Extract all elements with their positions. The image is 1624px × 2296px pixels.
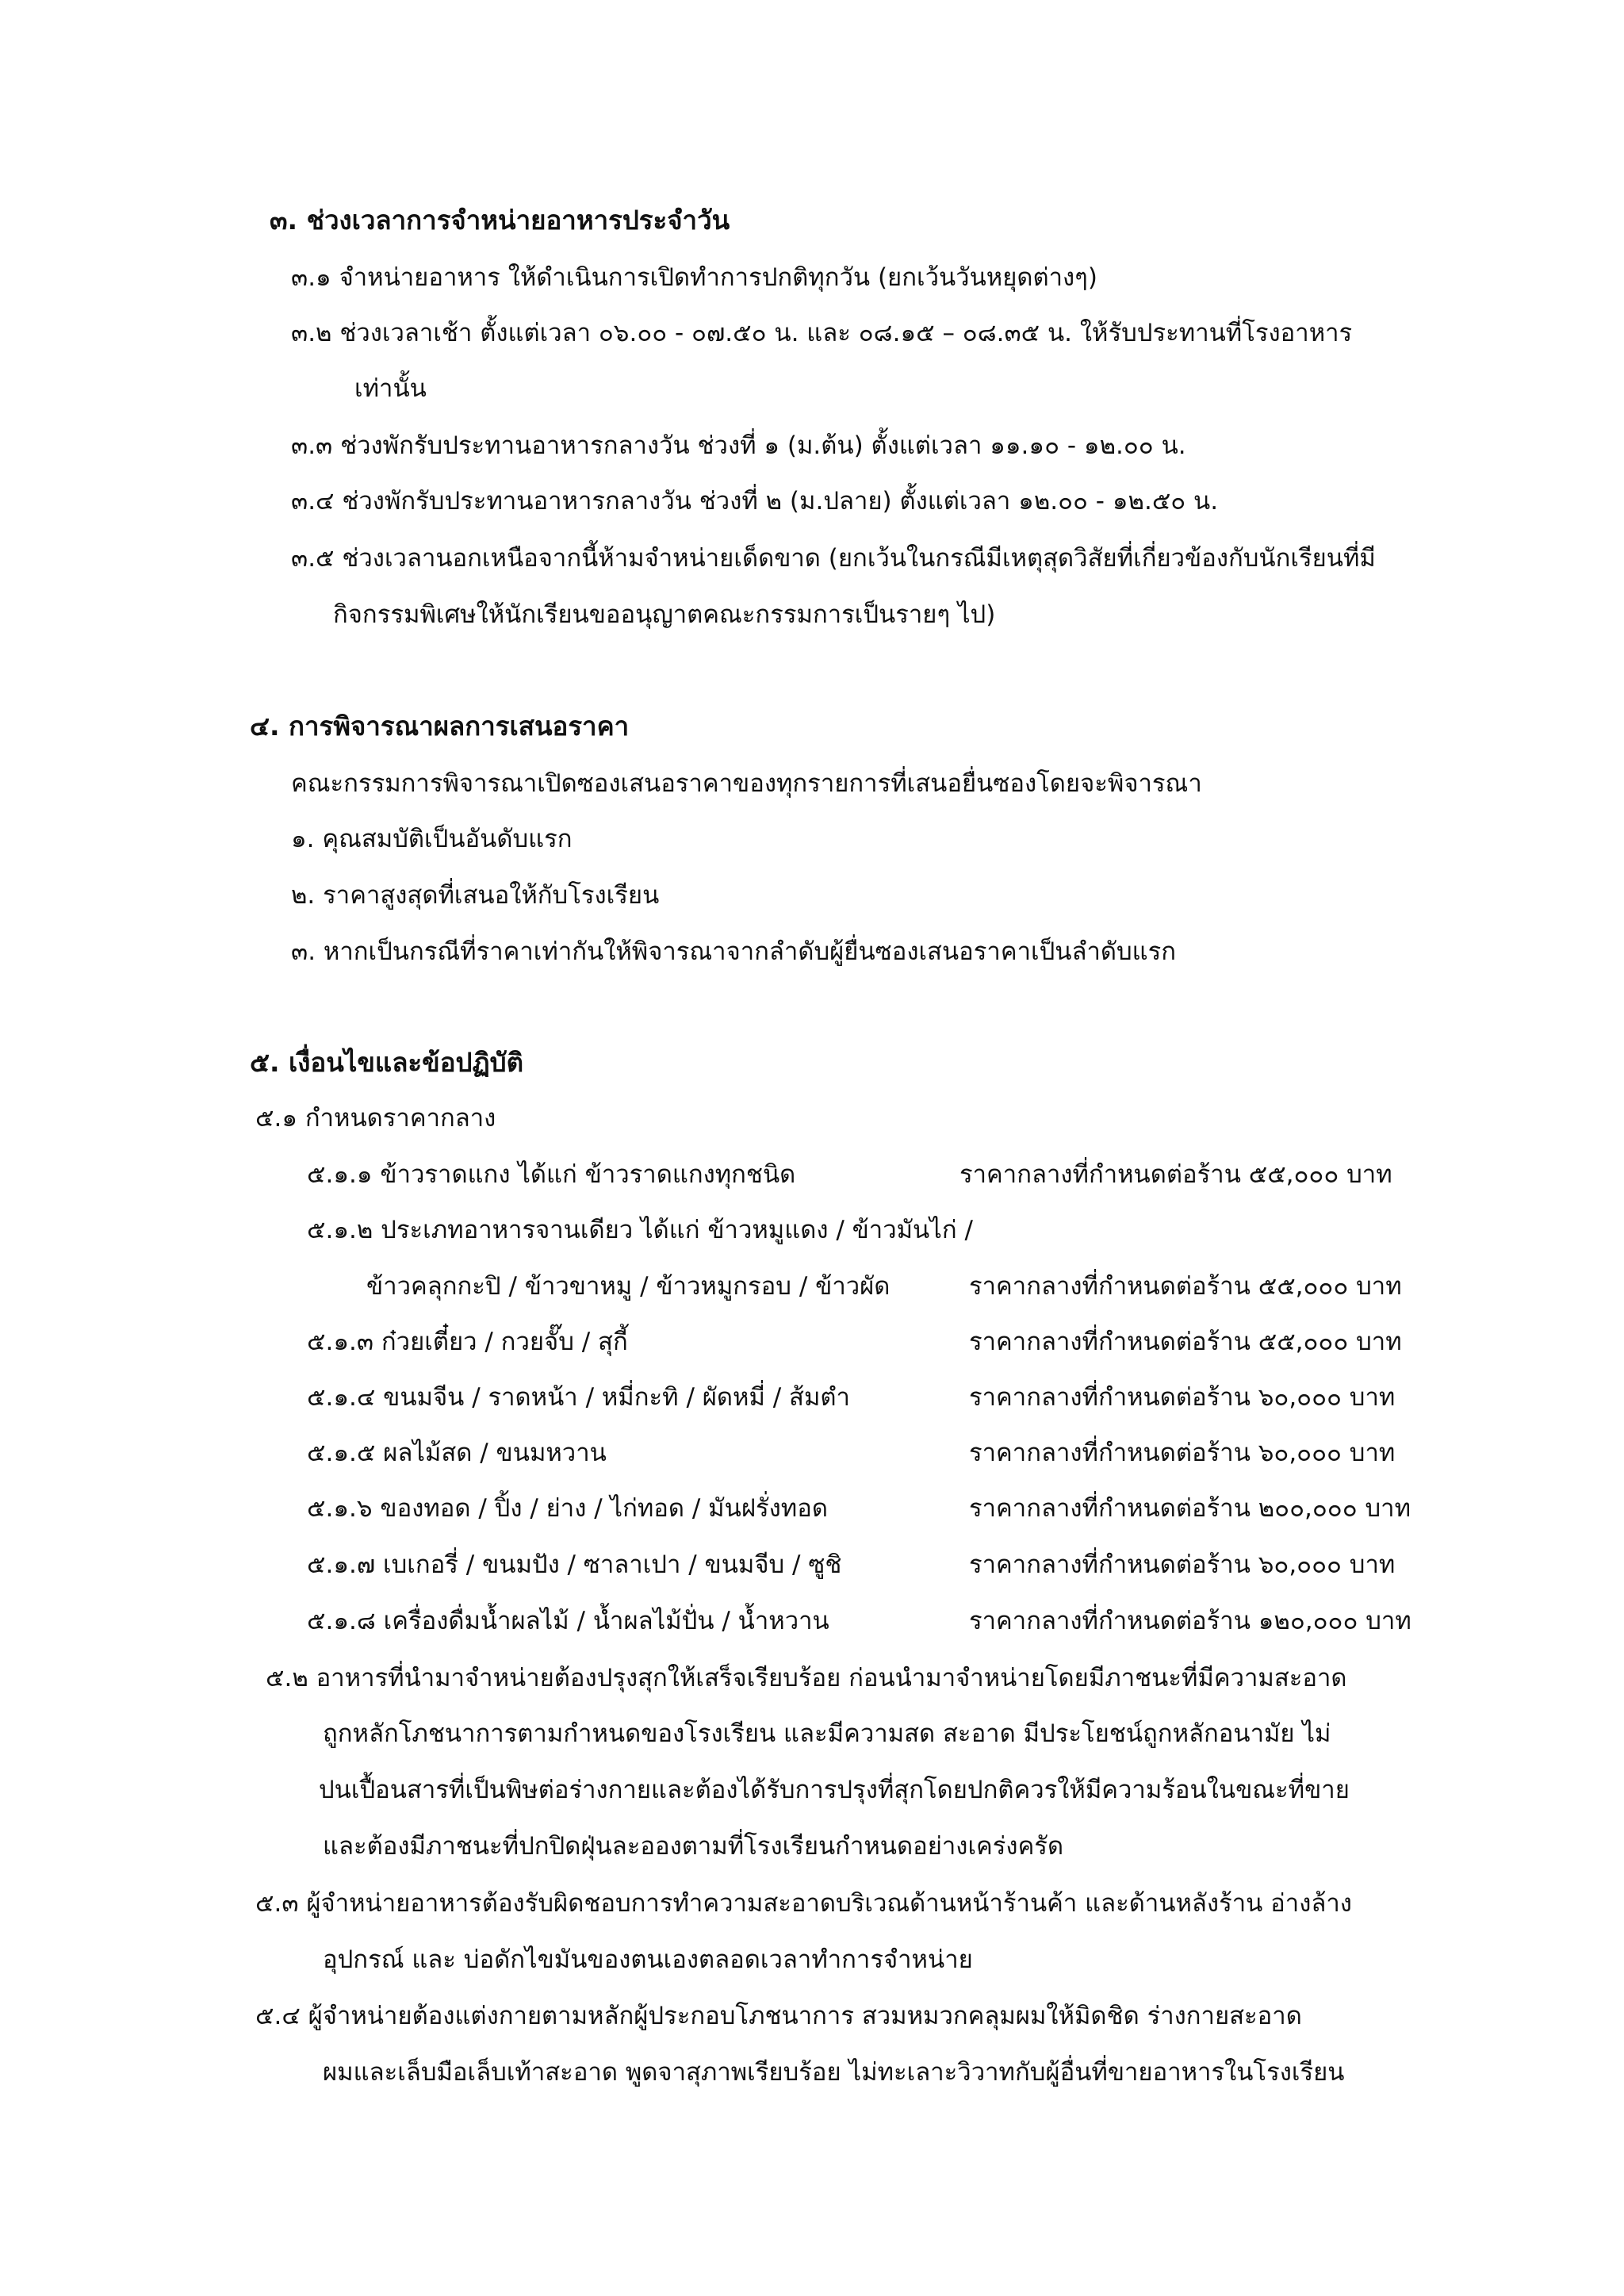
para53-line-2: อุปกรณ์ และ บ่อดักไขมันของตนเองตลอดเวลาทำการจำหน่าย <box>323 1945 973 1974</box>
section4-item-1: ๑. คุณสมบัติเป็นอันดับแรก <box>291 825 573 853</box>
price-item-3: ๕.๑.๓ ก๋วยเตี๋ยว / กวยจั๊บ / สุกี้ <box>307 1328 628 1356</box>
price-value-4: ราคากลางที่กำหนดต่อร้าน ๖๐,๐๐๐ บาท <box>969 1383 1396 1412</box>
para54-line-2: ผมและเล็บมือเล็บเท้าสะอาด พูดจาสุภาพเรียบร้อย ไม่ทะเลาะวิวาทกับผู้อื่นที่ขายอาหารในโรงเรียน <box>323 2058 1345 2087</box>
section5-heading: ๕. เงื่อนไขและข้อปฏิบัติ <box>250 1047 524 1078</box>
para52-line-2: ถูกหลักโภชนาการตามกำหนดของโรงเรียน และมีความสด สะอาด มีประโยชน์ถูกหลักอนามัย ไม่ <box>323 1719 1331 1748</box>
section3-item-1: ๓.๑ จำหน่ายอาหาร ให้ดำเนินการเปิดทำการปกติทุกวัน (ยกเว้นวันหยุดต่างๆ) <box>291 263 1097 292</box>
section5-sub1: ๕.๑ กำหนดราคากลาง <box>255 1104 496 1133</box>
price-item-8: ๕.๑.๘ เครื่องดื่มน้ำผลไม้ / น้ำผลไม้ปั่น / น้ำหวาน <box>307 1607 829 1635</box>
price-value-1: ราคากลางที่กำหนดต่อร้าน ๕๕,๐๐๐ บาท <box>959 1160 1392 1189</box>
para54-line-1: ๕.๔ ผู้จำหน่ายต้องแต่งกายตามหลักผู้ประกอบโภชนาการ สวมหมวกคลุมผมให้มิดชิด ร่างกายสะอาด <box>255 2002 1302 2030</box>
price-item-2-cont: ข้าวคลุกกะปิ / ข้าวขาหมู / ข้าวหมูกรอบ / ข้าวผัด <box>366 1272 891 1301</box>
price-value-6: ราคากลางที่กำหนดต่อร้าน ๒๐๐,๐๐๐ บาท <box>969 1494 1411 1523</box>
section3-item-5-cont: กิจกรรมพิเศษให้นักเรียนขออนุญาตคณะกรรมการเป็นรายๆ ไป) <box>333 600 996 629</box>
section4-item-3: ๓. หากเป็นกรณีที่ราคาเท่ากันให้พิจารณาจากลำดับผู้ยื่นซองเสนอราคาเป็นลำดับแรก <box>291 937 1177 966</box>
price-value-2: ราคากลางที่กำหนดต่อร้าน ๕๕,๐๐๐ บาท <box>969 1272 1402 1301</box>
section4-intro: คณะกรรมการพิจารณาเปิดซองเสนอราคาของทุกรายการที่เสนอยื่นซองโดยจะพิจารณา <box>291 769 1202 798</box>
price-value-5: ราคากลางที่กำหนดต่อร้าน ๖๐,๐๐๐ บาท <box>969 1439 1396 1467</box>
price-value-7: ราคากลางที่กำหนดต่อร้าน ๖๐,๐๐๐ บาท <box>969 1550 1396 1579</box>
price-item-2: ๕.๑.๒ ประเภทอาหารจานเดียว ได้แก่ ข้าวหมูแดง / ข้าวมันไก่ / <box>307 1216 973 1244</box>
section3-item-3: ๓.๓ ช่วงพักรับประทานอาหารกลางวัน ช่วงที่ ๑ (ม.ต้น) ตั้งแต่เวลา ๑๑.๑๐ - ๑๒.๐๐ น. <box>291 431 1186 460</box>
para52-line-3: ปนเปื้อนสารที่เป็นพิษต่อร่างกายและต้องได้รับการปรุงที่สุกโดยปกติควรให้มีความร้อนในขณะที่ขาย <box>319 1776 1350 1804</box>
section4-item-2: ๒. ราคาสูงสุดที่เสนอให้กับโรงเรียน <box>291 881 660 910</box>
para53-line-1: ๕.๓ ผู้จำหน่ายอาหารต้องรับผิดชอบการทำความสะอาดบริเวณด้านหน้าร้านค้า และด้านหลังร้าน อ่างล้าง <box>255 1889 1352 1918</box>
section3-item-5: ๓.๕ ช่วงเวลานอกเหนือจากนี้ห้ามจำหน่ายเด็ดขาด (ยกเว้นในกรณีมีเหตุสุดวิสัยที่เกี่ยวข้องกับนักเรียนที่มี <box>291 544 1376 573</box>
price-item-6: ๕.๑.๖ ของทอด / ปิ้ง / ย่าง / ไก่ทอด / มันฝรั่งทอด <box>307 1494 828 1523</box>
section3-heading: ๓. ช่วงเวลาการจำหน่ายอาหารประจำวัน <box>270 205 730 236</box>
price-item-5: ๕.๑.๕ ผลไม้สด / ขนมหวาน <box>307 1439 607 1467</box>
price-item-4: ๕.๑.๔ ขนมจีน / ราดหน้า / หมี่กะทิ / ผัดหมี่ / ส้มตำ <box>307 1383 850 1412</box>
para52-line-1: ๕.๒ อาหารที่นำมาจำหน่ายต้องปรุงสุกให้เสร็จเรียบร้อย ก่อนนำมาจำหน่ายโดยมีภาชนะที่มีความสะอาด <box>266 1664 1347 1692</box>
price-value-3: ราคากลางที่กำหนดต่อร้าน ๕๕,๐๐๐ บาท <box>969 1328 1402 1356</box>
para52-line-4: และต้องมีภาชนะที่ปกปิดฝุ่นละอองตามที่โรงเรียนกำหนดอย่างเคร่งครัด <box>323 1832 1064 1861</box>
section3-item-2-cont: เท่านั้น <box>354 374 427 403</box>
price-item-7: ๕.๑.๗ เบเกอรี่ / ขนมปัง / ซาลาเปา / ขนมจีบ / ซูชิ <box>307 1550 842 1579</box>
price-value-8: ราคากลางที่กำหนดต่อร้าน ๑๒๐,๐๐๐ บาท <box>969 1607 1411 1635</box>
section3-item-4: ๓.๔ ช่วงพักรับประทานอาหารกลางวัน ช่วงที่ ๒ (ม.ปลาย) ตั้งแต่เวลา ๑๒.๐๐ - ๑๒.๕๐ น. <box>291 487 1219 516</box>
section4-heading: ๔. การพิจารณาผลการเสนอราคา <box>250 711 630 742</box>
section3-item-2: ๓.๒ ช่วงเวลาเช้า ตั้งแต่เวลา ๐๖.๐๐ - ๐๗.๕๐ น. และ ๐๘.๑๕ – ๐๘.๓๕ น. ให้รับประทานที่โรงอาหาร <box>291 319 1353 347</box>
price-item-1: ๕.๑.๑ ข้าวราดแกง ได้แก่ ข้าวราดแกงทุกชนิด <box>307 1160 796 1189</box>
